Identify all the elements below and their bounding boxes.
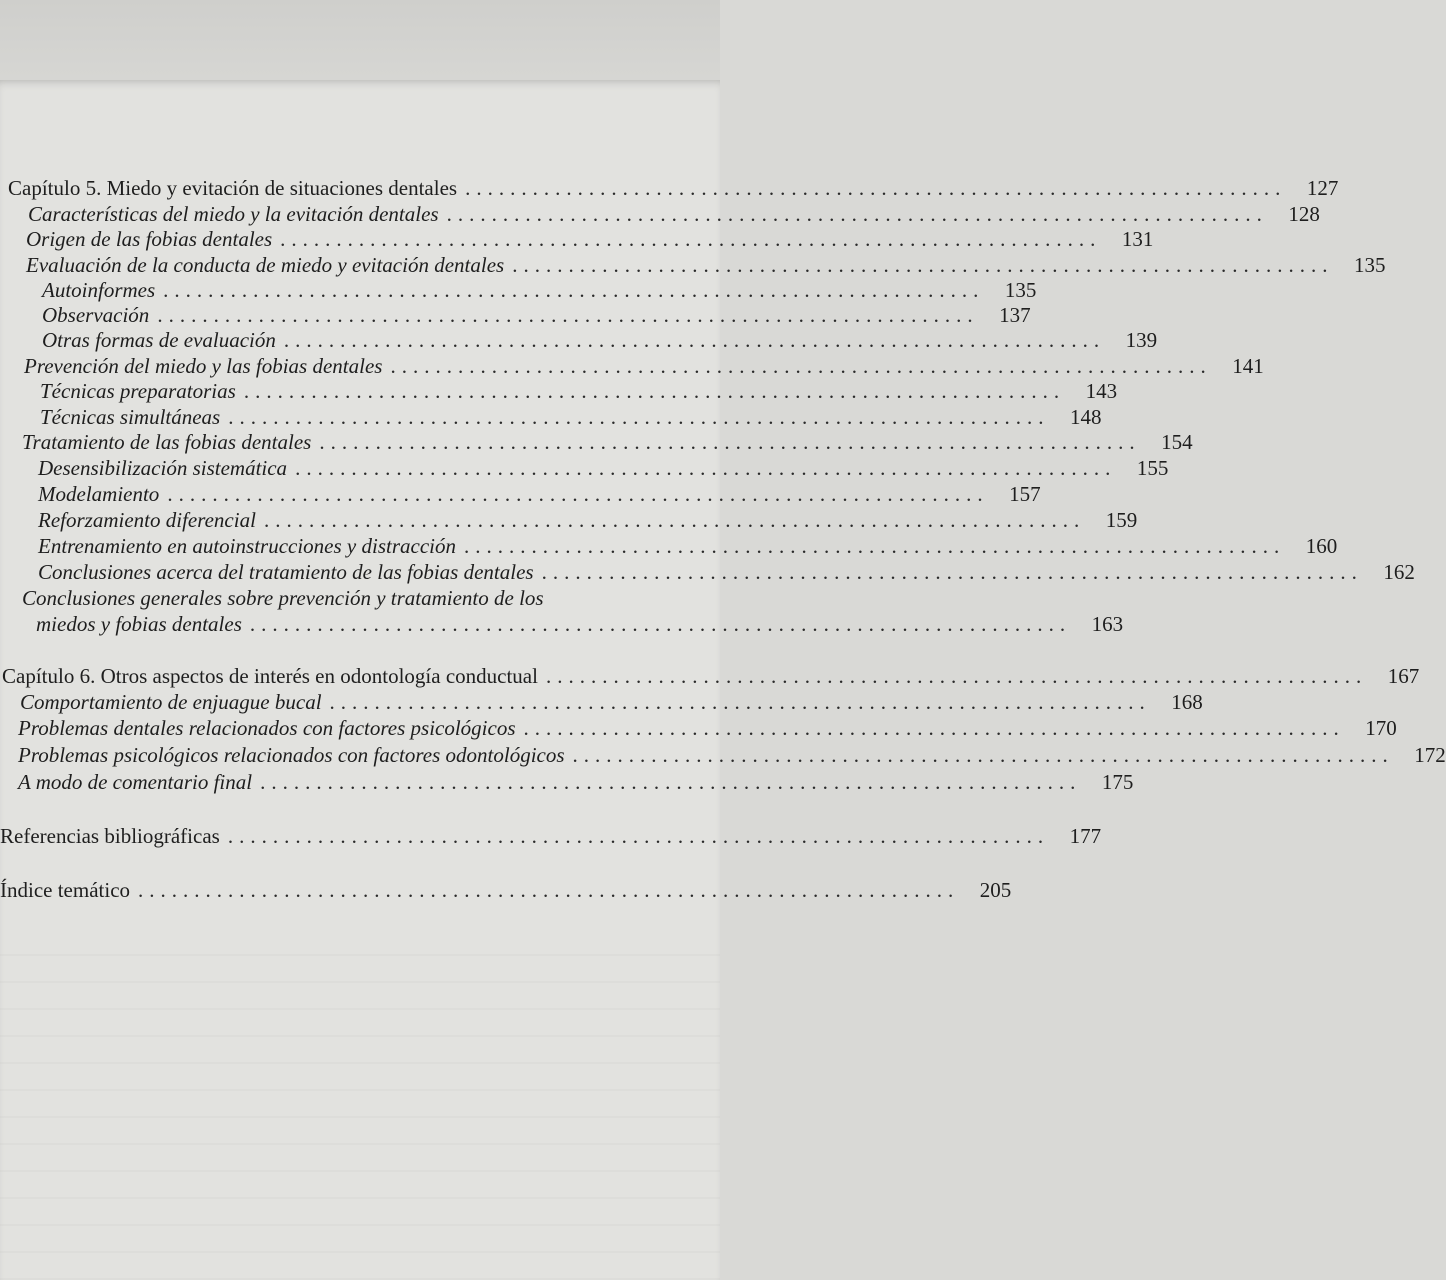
toc-entry-page: 163 xyxy=(1091,612,1124,636)
toc-entry-title: Autoinformes xyxy=(42,278,156,302)
dot-leader: ......................................................................... xyxy=(283,328,1106,352)
toc-entry xyxy=(38,454,1169,482)
toc-entry xyxy=(28,200,1320,228)
toc-entry xyxy=(18,741,1446,769)
dot-leader: ......................................................................... xyxy=(390,354,1212,378)
toc-entry xyxy=(18,714,1397,742)
dot-leader: ......................................................................... xyxy=(157,303,979,327)
dot-leader: ......................................................................... xyxy=(319,430,1141,454)
toc-entry-page: 137 xyxy=(999,303,1031,327)
toc-entry-title: Desensibilización sistemática xyxy=(38,456,288,480)
toc-entry-title: Otras formas de evaluación xyxy=(42,328,276,352)
dot-leader: ......................................................................... xyxy=(228,405,1050,429)
toc-entry-title: A modo de comentario final xyxy=(18,770,253,794)
toc-entry-wrapped-line: Conclusiones generales sobre prevención y tratamiento de los xyxy=(22,586,544,610)
dot-leader: ......................................................................... xyxy=(463,534,1286,558)
toc-entry-title: Referencias bibliográficas xyxy=(0,824,220,848)
toc-entry-page: 135 xyxy=(1353,253,1386,277)
toc-entry-index xyxy=(0,876,1012,904)
toc-entry-title: Tratamiento de las fobias dentales xyxy=(22,430,312,454)
toc-entry-title: Modelamiento xyxy=(38,482,160,506)
toc-entry-title: Comportamiento de enjuague bucal xyxy=(20,690,322,714)
toc-entry-references xyxy=(0,822,1102,850)
dot-leader: ......................................................................... xyxy=(227,824,1050,848)
toc-entry-page: 167 xyxy=(1387,664,1420,688)
dot-leader: ......................................................................... xyxy=(138,878,960,902)
toc-entry-page: 155 xyxy=(1136,456,1169,480)
dot-leader: ......................................................................... xyxy=(512,253,1334,277)
toc-entry-page: 148 xyxy=(1069,405,1102,429)
toc-entry-chapter-5 xyxy=(8,174,1339,202)
toc-entry-chapter-6 xyxy=(2,662,1420,690)
toc-entry-page: 141 xyxy=(1232,354,1264,378)
toc-entry-page: 168 xyxy=(1171,690,1203,714)
dot-leader: ......................................................................... xyxy=(243,379,1066,403)
toc-entry xyxy=(38,558,1415,586)
toc-entry xyxy=(24,352,1264,380)
toc-entry xyxy=(42,301,1031,329)
toc-entry-page: 175 xyxy=(1101,770,1134,794)
toc-entry xyxy=(26,225,1154,253)
toc-entry-title: Problemas dentales relacionados con factores psicológicos xyxy=(18,716,516,740)
toc-entry-page: 205 xyxy=(979,878,1012,902)
dot-leader: ......................................................................... xyxy=(167,482,989,506)
dot-leader: ......................................................................... xyxy=(523,716,1345,740)
toc-entry-title: miedos y fobias dentales xyxy=(36,612,242,636)
toc-entry xyxy=(18,768,1134,796)
toc-entry-title: Técnicas preparatorias xyxy=(40,379,236,403)
toc-entry-page: 135 xyxy=(1004,278,1037,302)
dot-leader: ......................................................................... xyxy=(280,227,1102,251)
toc-entry-title: Reforzamiento diferencial xyxy=(38,508,256,532)
toc-entry xyxy=(38,480,1041,508)
toc-entry xyxy=(22,428,1193,456)
dot-leader: ......................................................................... xyxy=(163,278,985,302)
toc-entry xyxy=(36,610,1124,638)
toc-entry xyxy=(38,506,1138,534)
toc-entry-title: Problemas psicológicos relacionados con factores odontológicos xyxy=(18,743,565,767)
toc-entry-title: Técnicas simultáneas xyxy=(40,405,221,429)
toc-entry-title: Características del miedo y la evitación dentales xyxy=(28,202,439,226)
dot-leader: ......................................................................... xyxy=(541,560,1363,584)
dot-leader: ......................................................................... xyxy=(329,690,1151,714)
toc-entry-title: Origen de las fobias dentales xyxy=(26,227,273,251)
dot-leader: ......................................................................... xyxy=(263,508,1086,532)
toc-entry xyxy=(42,326,1158,354)
toc-entry-title: Observación xyxy=(42,303,150,327)
toc-entry-page: 177 xyxy=(1069,824,1102,848)
toc-entry xyxy=(20,688,1203,716)
toc-entry-title: Capítulo 5. Miedo y evitación de situaciones dentales xyxy=(8,176,458,200)
dot-leader: ......................................................................... xyxy=(446,202,1268,226)
dot-leader: ......................................................................... xyxy=(572,743,1394,767)
toc-entry-title: Capítulo 6. Otros aspectos de interés en odontología conductual xyxy=(2,664,538,688)
dot-leader: ......................................................................... xyxy=(545,664,1368,688)
toc-entry-title: Índice temático xyxy=(0,878,131,902)
toc-entry-page: 131 xyxy=(1121,227,1154,251)
toc-entry xyxy=(26,251,1386,279)
toc-entry-page: 139 xyxy=(1125,328,1158,352)
toc-entry xyxy=(42,276,1037,304)
dot-leader: ......................................................................... xyxy=(465,176,1287,200)
toc-entry-page: 162 xyxy=(1383,560,1415,584)
toc-entry-page: 172 xyxy=(1414,743,1446,767)
toc-entry-title: Conclusiones acerca del tratamiento de las fobias dentales xyxy=(38,560,534,584)
toc-entry-title: Prevención del miedo y las fobias dentales xyxy=(24,354,383,378)
toc-entry-page: 127 xyxy=(1306,176,1339,200)
toc-entry-page: 154 xyxy=(1161,430,1193,454)
toc-entry-page: 160 xyxy=(1305,534,1338,558)
toc-entry-title: Entrenamiento en autoinstrucciones y distracción xyxy=(38,534,456,558)
dot-leader: ......................................................................... xyxy=(260,770,1082,794)
toc-entry-page: 143 xyxy=(1085,379,1118,403)
toc-entry-page: 159 xyxy=(1105,508,1138,532)
toc-entry-page: 128 xyxy=(1288,202,1320,226)
toc-entry xyxy=(38,532,1338,560)
toc-entry xyxy=(40,377,1118,405)
dot-leader: ......................................................................... xyxy=(249,612,1072,636)
toc-entry xyxy=(40,403,1102,431)
toc-entry-page: 170 xyxy=(1365,716,1397,740)
toc-entry-title: Evaluación de la conducta de miedo y evitación dentales xyxy=(26,253,505,277)
toc-entry-page: 157 xyxy=(1009,482,1041,506)
dot-leader: ......................................................................... xyxy=(295,456,1117,480)
